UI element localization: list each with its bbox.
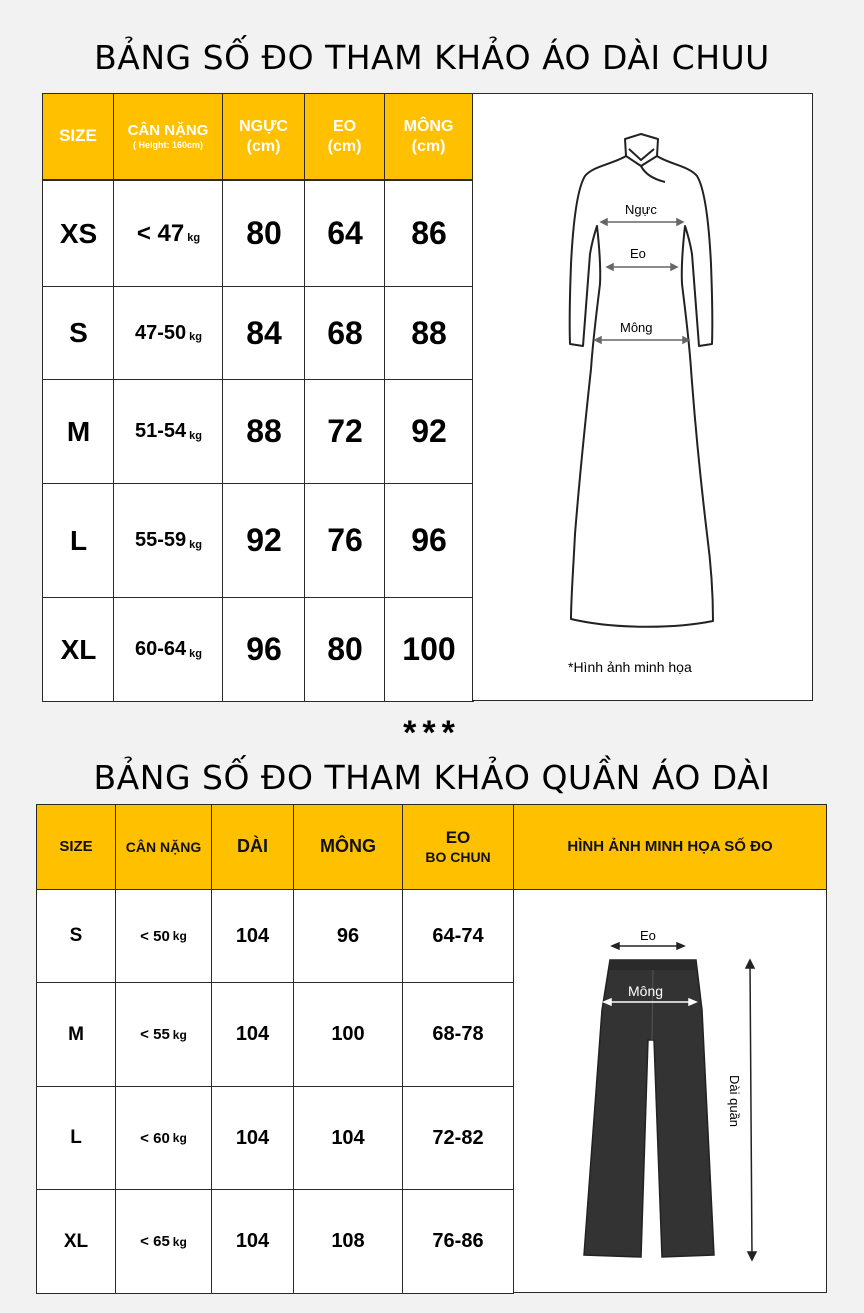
ao-cell-hip: 92: [384, 379, 474, 484]
quan-weight-unit: kg: [172, 1131, 187, 1145]
quan-cell-weight: < 65 kg: [115, 1189, 212, 1294]
ao-cell-size: S: [42, 286, 115, 380]
ao-cell-hip: 100: [384, 597, 474, 702]
quan-length-label: Dài quần: [727, 1075, 742, 1128]
ao-weight-unit: kg: [189, 538, 202, 551]
ao-cell-hip: 86: [384, 180, 474, 287]
ao-cell-weight: 60-64 kg: [113, 597, 224, 702]
quan-header-waist: EO BO CHUN: [402, 804, 514, 890]
quan-header-illustration: HÌNH ẢNH MINH HỌA SỐ ĐO: [513, 804, 827, 890]
quan-weight-unit: kg: [172, 1027, 187, 1042]
quan-cell-weight: < 55 kg: [115, 982, 212, 1087]
quan-header-hip: MÔNG: [293, 804, 403, 890]
ao-header-weight-note: ( Height: 160cm): [132, 140, 203, 151]
quan-illustration: [513, 889, 827, 1293]
ao-weight-unit: kg: [187, 231, 201, 244]
quan-cell-length: 104: [211, 1189, 294, 1294]
quan-weight-unit: kg: [172, 929, 187, 943]
ao-cell-waist: 68: [304, 286, 386, 380]
quan-title: BẢNG SỐ ĐO THAM KHẢO QUẦN ÁO DÀI: [93, 758, 771, 797]
ao-cell-hip: 88: [384, 286, 474, 380]
ao-illustration-note: *Hình ảnh minh họa: [568, 659, 692, 675]
ao-title: BẢNG SỐ ĐO THAM KHẢO ÁO DÀI CHUU: [94, 38, 770, 77]
quan-cell-weight: < 50 kg: [115, 889, 212, 983]
quan-hip-label: Mông: [628, 983, 664, 999]
separator-stars: ***: [403, 714, 461, 752]
quan-header-size: SIZE: [36, 804, 116, 890]
quan-cell-hip: 108: [293, 1189, 403, 1294]
quan-cell-length: 104: [211, 1086, 294, 1190]
quan-cell-waist: 64-74: [402, 889, 514, 983]
quan-cell-waist: 76-86: [402, 1189, 514, 1294]
ao-weight-unit: kg: [189, 647, 202, 660]
ao-cell-waist: 72: [304, 379, 386, 484]
ao-cell-chest: 96: [222, 597, 306, 702]
quan-waist-label: Eo: [640, 928, 656, 943]
ao-weight-unit: kg: [189, 429, 202, 442]
ao-dai-illustration: [472, 93, 813, 701]
quan-cell-size: M: [36, 982, 116, 1087]
quan-drawing: [514, 890, 828, 1294]
quan-header-weight: CÂN NẶNG: [115, 804, 212, 890]
ao-cell-waist: 64: [304, 180, 386, 287]
ao-dai-drawing: [473, 94, 814, 702]
ao-header-weight: CÂN NẶNG ( Height: 160cm): [113, 93, 223, 180]
quan-cell-size: XL: [36, 1189, 116, 1294]
quan-cell-hip: 104: [293, 1086, 403, 1190]
quan-cell-waist: 68-78: [402, 982, 514, 1087]
quan-cell-size: L: [36, 1086, 116, 1190]
quan-cell-size: S: [36, 889, 116, 983]
ao-cell-chest: 88: [222, 379, 306, 484]
ao-weight-unit: kg: [189, 331, 202, 343]
quan-cell-length: 104: [211, 889, 294, 983]
quan-header-waist-sub: BO CHUN: [425, 848, 491, 865]
ao-cell-hip: 96: [384, 483, 474, 598]
quan-header-length: DÀI: [211, 804, 294, 890]
ao-cell-chest: 84: [222, 286, 306, 380]
ao-cell-weight: 51-54 kg: [113, 379, 224, 484]
ao-header-chest: NGỰC (cm): [222, 93, 305, 180]
ao-cell-size: M: [42, 379, 115, 484]
ao-cell-size: XL: [42, 597, 115, 702]
quan-weight-unit: kg: [172, 1234, 187, 1249]
quan-cell-length: 104: [211, 982, 294, 1087]
ao-cell-waist: 76: [304, 483, 386, 598]
ao-header-waist: EO (cm): [304, 93, 385, 180]
ao-cell-chest: 80: [222, 180, 306, 287]
ao-cell-chest: 92: [222, 483, 306, 598]
quan-cell-weight: < 60 kg: [115, 1086, 212, 1190]
ao-header-size: SIZE: [42, 93, 114, 180]
quan-cell-hip: 96: [293, 889, 403, 983]
ao-cell-weight: 47-50 kg: [113, 286, 224, 380]
ao-cell-size: L: [42, 483, 115, 598]
ao-chest-label: Ngực: [625, 202, 657, 217]
ao-cell-size: XS: [42, 180, 115, 287]
ao-cell-waist: 80: [304, 597, 386, 702]
quan-cell-waist: 72-82: [402, 1086, 514, 1190]
quan-cell-hip: 100: [293, 982, 403, 1087]
ao-cell-weight: 55-59 kg: [113, 483, 224, 598]
ao-waist-label: Eo: [630, 246, 646, 261]
ao-cell-weight: < 47 kg: [113, 180, 224, 287]
ao-hip-label: Mông: [620, 320, 653, 335]
ao-header-hip: MÔNG (cm): [384, 93, 473, 180]
